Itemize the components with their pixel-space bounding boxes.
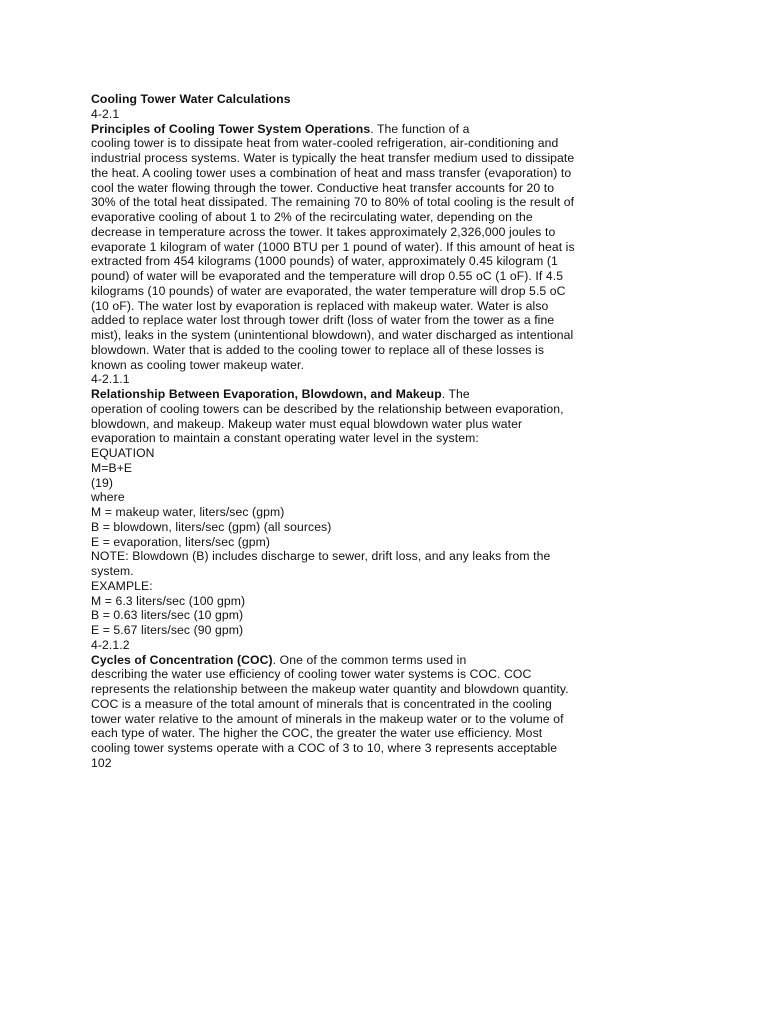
text-line: evaporative cooling of about 1 to 2% of the recirculating water, depending on the bbox=[91, 210, 533, 224]
text-line: EQUATION bbox=[91, 446, 155, 460]
text-line: where bbox=[91, 490, 125, 505]
text-line: each type of water. The higher the COC, the greater the water use efficiency. Most bbox=[91, 726, 543, 741]
text-line: cooling tower is to dissipate heat from water-cooled refrigeration, air-conditioning and bbox=[91, 136, 559, 151]
section-heading: Relationship Between Evaporation, Blowdown, and Makeup bbox=[91, 387, 442, 401]
section-lead-in: . The bbox=[441, 387, 470, 401]
text-line: evaporate 1 kilogram of water (1000 BTU per 1 pound of water). If this amount of heat is bbox=[91, 239, 575, 254]
text-line: M=B+E bbox=[91, 460, 133, 475]
text-line: NOTE: Blowdown (B) includes discharge to sewer, drift loss, and any leaks from the bbox=[91, 549, 551, 564]
text-line: mist), leaks in the system (unintentional blowdown), and water discharged as intentional bbox=[91, 328, 574, 342]
section-heading-line bbox=[91, 387, 671, 402]
section-number: 4-2.1 bbox=[91, 106, 120, 121]
text-line: blowdown, and makeup. Makeup water must equal blowdown water plus water bbox=[91, 416, 523, 431]
text-line: system. bbox=[91, 564, 134, 578]
text-line: M = 6.3 liters/sec (100 gpm) bbox=[91, 593, 246, 608]
section-lead-in: . One of the common terms used in bbox=[272, 652, 467, 667]
section-number: 4-2.1.1 bbox=[91, 372, 130, 387]
text-line: E = evaporation, liters/sec (gpm) bbox=[91, 534, 271, 549]
text-line: represents the relationship between the makeup water quantity and blowdown quantity. bbox=[91, 682, 569, 696]
section-number: 4-2.1.2 bbox=[91, 637, 130, 652]
text-line: cool the water flowing through the tower. Conductive heat transfer accounts for 20 to bbox=[91, 180, 555, 195]
text-line: evaporation to maintain a constant operating water level in the system: bbox=[91, 431, 479, 446]
text-line: known as cooling tower makeup water. bbox=[91, 357, 304, 372]
document-title: Cooling Tower Water Calculations bbox=[91, 92, 291, 106]
text-line: decrease in temperature across the tower. It takes approximately 2,326,000 joules to bbox=[91, 224, 556, 239]
text-line: pound) of water will be evaporated and the temperature will drop 0.55 oC (1 oF). If 4.5 bbox=[91, 269, 564, 283]
text-line: kilograms (10 pounds) of water are evaporated, the water temperature will drop 5.5 oC bbox=[91, 283, 566, 298]
text-line: 30% of the total heat dissipated. The remaining 70 to 80% of total cooling is the result of bbox=[91, 195, 575, 210]
text-line: describing the water use efficiency of cooling tower water systems is COC. COC bbox=[91, 667, 532, 682]
text-line: (10 oF). The water lost by evaporation is replaced with makeup water. Water is also bbox=[91, 298, 549, 313]
text-line: operation of cooling towers can be described by the relationship between evaporation, bbox=[91, 401, 564, 416]
section-heading-line bbox=[91, 122, 671, 137]
section-heading-line bbox=[91, 653, 671, 668]
text-line: tower water relative to the amount of minerals in the makeup water or to the volume of bbox=[91, 711, 564, 726]
section-body bbox=[91, 667, 671, 756]
text-line: blowdown. Water that is added to the cooling tower to replace all of these losses is bbox=[91, 342, 545, 357]
section-body bbox=[91, 136, 671, 372]
document-body bbox=[91, 92, 671, 771]
section-heading: Cycles of Concentration (COC) bbox=[91, 652, 273, 667]
text-line: E = 5.67 liters/sec (90 gpm) bbox=[91, 623, 244, 637]
text-line: extracted from 454 kilograms (1000 pounds) of water, approximately 0.45 kilogram (1 bbox=[91, 254, 558, 269]
section-body bbox=[91, 402, 671, 638]
text-line: the heat. A cooling tower uses a combination of heat and mass transfer (evaporation) to bbox=[91, 165, 572, 180]
text-line: EXAMPLE: bbox=[91, 578, 153, 593]
text-line: M = makeup water, liters/sec (gpm) bbox=[91, 505, 285, 519]
text-line: (19) bbox=[91, 475, 114, 490]
section-heading: Principles of Cooling Tower System Operations bbox=[91, 121, 371, 136]
text-line: industrial process systems. Water is typically the heat transfer medium used to dissipate bbox=[91, 151, 575, 165]
section-lead-in: . The function of a bbox=[370, 121, 470, 136]
text-line: added to replace water lost through tower drift (loss of water from the tower as a fine bbox=[91, 313, 555, 328]
text-line: cooling tower systems operate with a COC of 3 to 10, where 3 represents acceptable bbox=[91, 741, 558, 755]
page-number: 102 bbox=[91, 755, 112, 770]
text-line: B = blowdown, liters/sec (gpm) (all sources) bbox=[91, 519, 332, 534]
text-line: COC is a measure of the total amount of minerals that is concentrated in the cooling bbox=[91, 696, 552, 711]
text-line: B = 0.63 liters/sec (10 gpm) bbox=[91, 608, 244, 623]
